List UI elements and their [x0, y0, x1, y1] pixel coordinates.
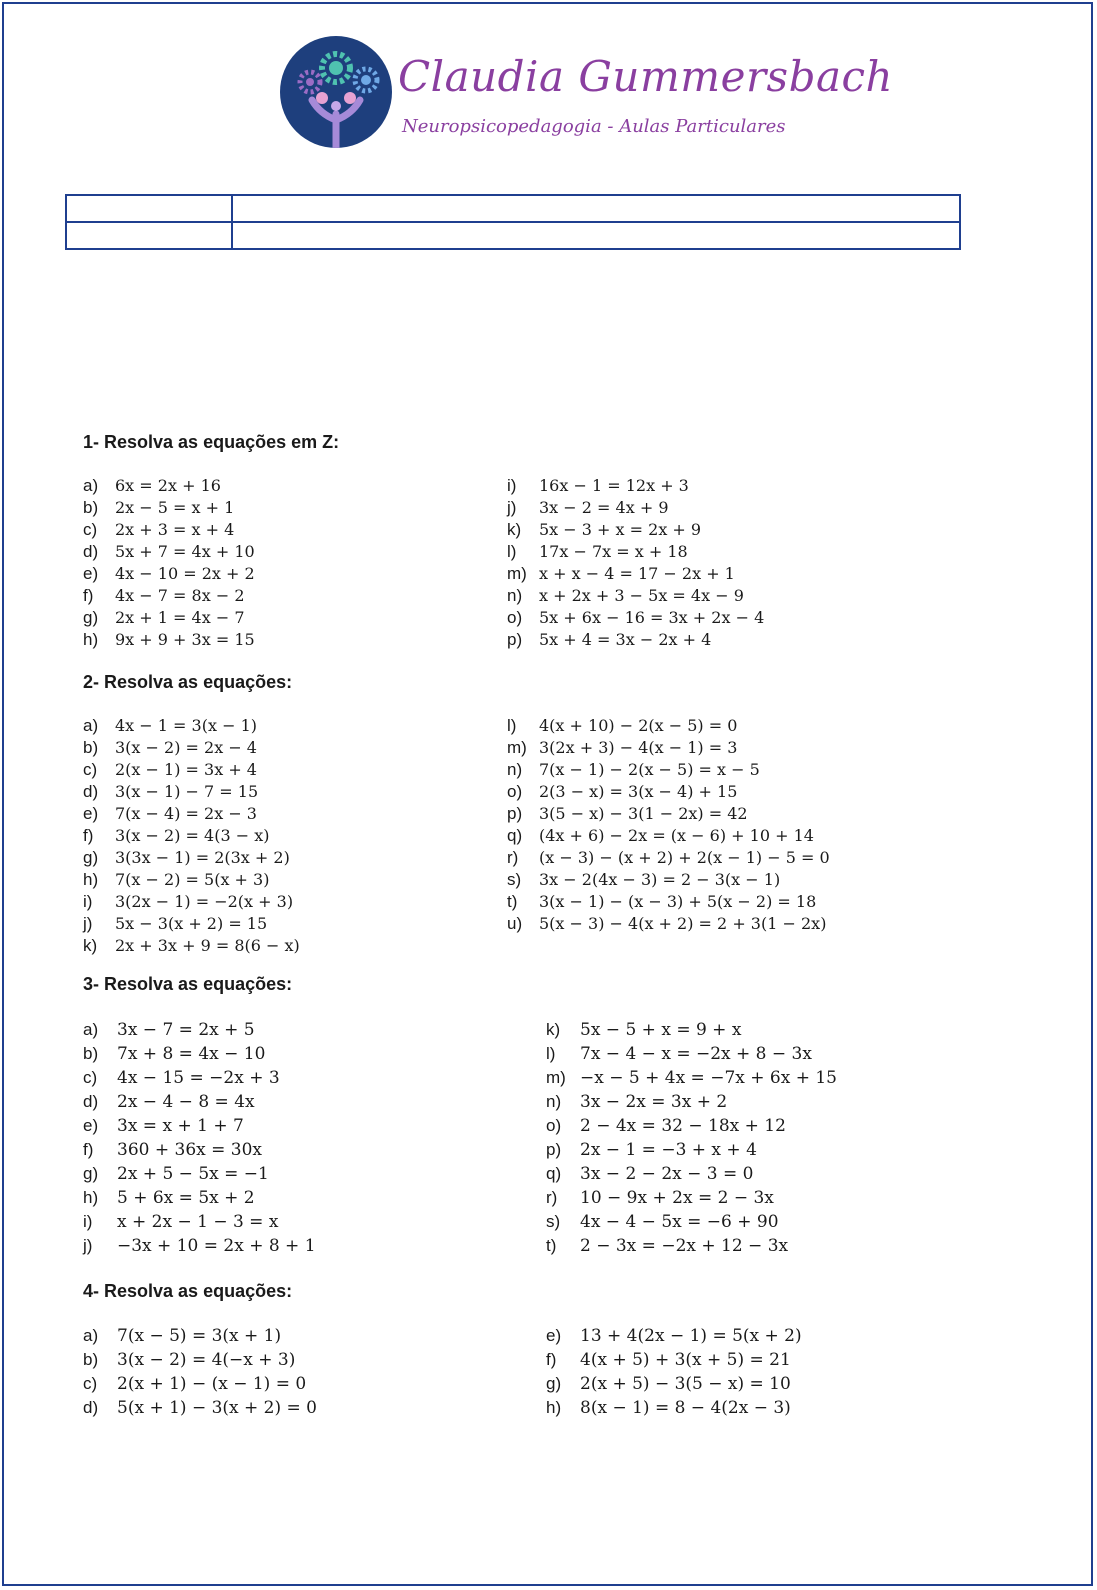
exercise-letter: d) — [83, 1398, 99, 1417]
logo — [280, 36, 894, 166]
exercise-letter: s) — [507, 870, 522, 889]
exercise-equation: 2(x + 5) − 3(5 − x) = 10 — [580, 1374, 791, 1394]
exercise-letter: t) — [546, 1236, 557, 1255]
exercise-item — [546, 1212, 837, 1236]
exercise-equation: 9x + 9 + 3x = 15 — [115, 630, 255, 649]
section-1-left-column — [83, 476, 255, 652]
exercise-item — [83, 608, 255, 630]
exercise-letter: c) — [83, 1374, 98, 1393]
exercise-equation: 3x = x + 1 + 7 — [117, 1116, 244, 1136]
exercise-letter: p) — [507, 804, 523, 823]
exercise-letter: l) — [507, 542, 517, 561]
exercise-item — [507, 520, 764, 542]
exercise-item — [83, 1140, 316, 1164]
exercise-equation: 5x + 6x − 16 = 3x + 2x − 4 — [539, 608, 765, 627]
section-3-right-column — [546, 1020, 837, 1260]
exercise-item — [507, 848, 830, 870]
exercise-item — [546, 1188, 837, 1212]
logo-name: Claudia Gummersbach — [398, 52, 894, 101]
exercise-letter: m) — [546, 1068, 566, 1087]
section-3-left-column — [83, 1020, 316, 1260]
exercise-letter: a) — [83, 1326, 99, 1345]
exercise-letter: i) — [83, 1212, 93, 1231]
exercise-letter: r) — [507, 848, 519, 867]
exercise-letter: f) — [83, 586, 94, 605]
exercise-equation: 13 + 4(2x − 1) = 5(x + 2) — [580, 1326, 802, 1346]
section-title: 4- Resolva as equações: — [83, 1281, 293, 1301]
exercise-equation: 7(x − 4) = 2x − 3 — [115, 804, 257, 823]
exercise-equation: 5(x + 1) − 3(x + 2) = 0 — [117, 1398, 317, 1418]
exercise-letter: g) — [546, 1374, 562, 1393]
exercise-item — [507, 564, 764, 586]
exercise-item — [83, 1116, 316, 1140]
exercise-item — [83, 738, 300, 760]
exercise-equation: 3(2x − 1) = −2(x + 3) — [115, 892, 294, 911]
exercise-equation: x + x − 4 = 17 − 2x + 1 — [539, 564, 735, 583]
exercise-equation: 16x − 1 = 12x + 3 — [539, 476, 689, 495]
exercise-equation: 2x − 1 = −3 + x + 4 — [580, 1140, 757, 1160]
exercise-letter: p) — [507, 630, 523, 649]
exercise-equation: 2x + 3 = x + 4 — [115, 520, 235, 539]
tree-gears-icon — [280, 36, 392, 148]
exercise-item — [507, 608, 764, 630]
exercise-letter: h) — [83, 870, 99, 889]
exercise-item — [507, 914, 830, 936]
exercise-letter: b) — [83, 738, 99, 757]
exercise-letter: j) — [83, 1236, 93, 1255]
exercise-letter: n) — [507, 760, 523, 779]
exercise-item — [507, 498, 764, 520]
exercise-letter: g) — [83, 848, 99, 867]
exercise-letter: g) — [83, 608, 99, 627]
exercise-letter: j) — [507, 498, 517, 517]
exercise-item — [546, 1164, 837, 1188]
exercise-equation: 4x − 10 = 2x + 2 — [115, 564, 255, 583]
exercise-equation: 17x − 7x = x + 18 — [539, 542, 688, 561]
exercise-item — [83, 936, 300, 958]
exercise-letter: h) — [546, 1398, 562, 1417]
exercise-item — [507, 630, 764, 652]
exercise-equation: 2x − 5 = x + 1 — [115, 498, 235, 517]
exercise-item — [83, 1188, 316, 1212]
exercise-item — [507, 892, 830, 914]
exercise-equation: x + 2x − 1 − 3 = x — [117, 1212, 279, 1232]
exercise-item — [83, 520, 255, 542]
exercise-letter: p) — [546, 1140, 562, 1159]
exercise-item — [507, 760, 830, 782]
exercise-letter: o) — [507, 608, 523, 627]
exercise-equation: 7x − 4 − x = −2x + 8 − 3x — [580, 1044, 812, 1064]
exercise-letter: m) — [507, 738, 527, 757]
exercise-letter: a) — [83, 716, 99, 735]
exercise-item — [83, 1092, 316, 1116]
exercise-item — [83, 914, 300, 936]
exercise-letter: c) — [83, 760, 98, 779]
exercise-equation: 8(x − 1) = 8 − 4(2x − 3) — [580, 1398, 791, 1418]
exercise-letter: q) — [546, 1164, 562, 1183]
exercise-equation: 2x + 1 = 4x − 7 — [115, 608, 245, 627]
exercise-equation: 2(3 − x) = 3(x − 4) + 15 — [539, 782, 738, 801]
exercise-equation: 3(x − 1) − 7 = 15 — [115, 782, 259, 801]
section-title: 1- Resolva as equações em Z: — [83, 432, 340, 452]
exercise-equation: −3x + 10 = 2x + 8 + 1 — [117, 1236, 316, 1256]
exercise-item — [83, 848, 300, 870]
exercise-letter: d) — [83, 1092, 99, 1111]
exercise-equation: 4(x + 10) − 2(x − 5) = 0 — [539, 716, 738, 735]
info-label-cell — [66, 222, 232, 249]
section-2-left-column — [83, 716, 300, 958]
exercise-letter: o) — [507, 782, 523, 801]
exercise-equation: 2(x − 1) = 3x + 4 — [115, 760, 257, 779]
exercise-letter: f) — [83, 826, 94, 845]
exercise-equation: 6x = 2x + 16 — [115, 476, 221, 495]
exercise-item — [83, 564, 255, 586]
exercise-equation: 7x + 8 = 4x − 10 — [117, 1044, 266, 1064]
exercise-item — [83, 892, 300, 914]
logo-subtitle: Neuropsicopedagogia - Aulas Particulares — [402, 116, 786, 137]
exercise-item — [83, 870, 300, 892]
exercise-equation: 5(x − 3) − 4(x + 2) = 2 + 3(1 − 2x) — [539, 914, 827, 933]
exercise-item — [507, 804, 830, 826]
exercise-item — [83, 1164, 316, 1188]
exercise-equation: 5 + 6x = 5x + 2 — [117, 1188, 255, 1208]
exercise-equation: −x − 5 + 4x = −7x + 6x + 15 — [580, 1068, 837, 1088]
exercise-equation: 7(x − 5) = 3(x + 1) — [117, 1326, 282, 1346]
section-title: 2- Resolva as equações: — [83, 672, 293, 692]
exercise-letter: b) — [83, 498, 99, 517]
exercise-item — [507, 542, 764, 564]
exercise-equation: 4x − 15 = −2x + 3 — [117, 1068, 280, 1088]
exercise-letter: t) — [507, 892, 518, 911]
exercise-equation: 3(3x − 1) = 2(3x + 2) — [115, 848, 290, 867]
exercise-letter: b) — [83, 1350, 99, 1369]
info-value-cell[interactable] — [232, 195, 960, 222]
exercise-item — [507, 826, 830, 848]
exercise-letter: l) — [507, 716, 517, 735]
exercise-item — [83, 542, 255, 564]
exercise-item — [83, 1020, 316, 1044]
exercise-letter: c) — [83, 520, 98, 539]
exercise-item — [546, 1020, 837, 1044]
exercise-item — [83, 804, 300, 826]
exercise-item — [83, 498, 255, 520]
student-info-table — [65, 194, 961, 250]
exercise-letter: n) — [507, 586, 523, 605]
exercise-equation: 2x + 3x + 9 = 8(6 − x) — [115, 936, 300, 955]
exercise-equation: 4x − 1 = 3(x − 1) — [115, 716, 257, 735]
exercise-item — [83, 1374, 317, 1398]
exercise-item — [83, 826, 300, 848]
exercise-letter: i) — [507, 476, 517, 495]
exercise-item — [83, 1398, 317, 1422]
exercise-equation: 3x − 2 − 2x − 3 = 0 — [580, 1164, 754, 1184]
section-2-right-column — [507, 716, 830, 936]
exercise-equation: (x − 3) − (x + 2) + 2(x − 1) − 5 = 0 — [539, 848, 830, 867]
exercise-item — [507, 586, 764, 608]
exercise-equation: 3(x − 1) − (x − 3) + 5(x − 2) = 18 — [539, 892, 817, 911]
exercise-item — [546, 1116, 837, 1140]
exercise-item — [83, 630, 255, 652]
exercise-item — [83, 1212, 316, 1236]
exercise-letter: r) — [546, 1188, 558, 1207]
exercise-equation: 2 − 3x = −2x + 12 − 3x — [580, 1236, 789, 1256]
exercise-letter: h) — [83, 630, 99, 649]
exercise-item — [83, 760, 300, 782]
exercise-letter: l) — [546, 1044, 556, 1063]
exercise-equation: 2 − 4x = 32 − 18x + 12 — [580, 1116, 786, 1136]
exercise-letter: o) — [546, 1116, 562, 1135]
exercise-item — [83, 586, 255, 608]
exercise-letter: e) — [83, 564, 99, 583]
exercise-item — [546, 1350, 802, 1374]
exercise-equation: 3x − 2 = 4x + 9 — [539, 498, 669, 517]
exercise-equation: 3(2x + 3) − 4(x − 1) = 3 — [539, 738, 738, 757]
exercise-equation: 10 − 9x + 2x = 2 − 3x — [580, 1188, 774, 1208]
exercise-item — [507, 716, 830, 738]
exercise-item — [546, 1068, 837, 1092]
section-4-left-column — [83, 1326, 317, 1422]
exercise-letter: g) — [83, 1164, 99, 1183]
exercise-item — [546, 1398, 802, 1422]
exercise-letter: d) — [83, 782, 99, 801]
exercise-item — [83, 1068, 316, 1092]
exercise-letter: k) — [546, 1020, 561, 1039]
exercise-equation: 5x − 3(x + 2) = 15 — [115, 914, 268, 933]
exercise-item — [546, 1140, 837, 1164]
exercise-equation: 2(x + 1) − (x − 1) = 0 — [117, 1374, 307, 1394]
exercise-item — [546, 1092, 837, 1116]
exercise-item — [83, 1044, 316, 1068]
exercise-item — [507, 782, 830, 804]
exercise-letter: f) — [546, 1350, 557, 1369]
exercise-letter: q) — [507, 826, 523, 845]
exercise-item — [546, 1236, 837, 1260]
exercise-item — [83, 782, 300, 804]
exercise-equation: 7(x − 1) − 2(x − 5) = x − 5 — [539, 760, 760, 779]
exercise-equation: 2x + 5 − 5x = −1 — [117, 1164, 269, 1184]
exercise-letter: i) — [83, 892, 93, 911]
exercise-letter: e) — [546, 1326, 562, 1345]
logo-emblem — [280, 36, 392, 148]
exercise-item — [83, 476, 255, 498]
info-label-cell — [66, 195, 232, 222]
exercise-equation: 4(x + 5) + 3(x + 5) = 21 — [580, 1350, 791, 1370]
exercise-equation: 3(5 − x) − 3(1 − 2x) = 42 — [539, 804, 748, 823]
exercise-equation: 3x − 2x = 3x + 2 — [580, 1092, 728, 1112]
exercise-equation: 2x − 4 − 8 = 4x — [117, 1092, 255, 1112]
exercise-letter: e) — [83, 804, 99, 823]
exercise-item — [83, 1236, 316, 1260]
exercise-letter: f) — [83, 1140, 94, 1159]
exercise-letter: n) — [546, 1092, 562, 1111]
exercise-equation: 3x − 2(4x − 3) = 2 − 3(x − 1) — [539, 870, 781, 889]
exercise-equation: 360 + 36x = 30x — [117, 1140, 262, 1160]
exercise-letter: j) — [83, 914, 93, 933]
exercise-letter: k) — [83, 936, 98, 955]
exercise-item — [546, 1044, 837, 1068]
exercise-item — [507, 870, 830, 892]
exercise-letter: b) — [83, 1044, 99, 1063]
exercise-equation: x + 2x + 3 − 5x = 4x − 9 — [539, 586, 744, 605]
exercise-letter: s) — [546, 1212, 561, 1231]
info-value-cell[interactable] — [232, 222, 960, 249]
section-4-right-column — [546, 1326, 802, 1422]
exercise-letter: c) — [83, 1068, 98, 1087]
exercise-equation: (4x + 6) − 2x = (x − 6) + 10 + 14 — [539, 826, 814, 845]
exercise-equation: 4x − 4 − 5x = −6 + 90 — [580, 1212, 779, 1232]
exercise-equation: 7(x − 2) = 5(x + 3) — [115, 870, 270, 889]
exercise-item — [546, 1326, 802, 1350]
exercise-item — [507, 738, 830, 760]
exercise-item — [83, 1350, 317, 1374]
exercise-equation: 3(x − 2) = 4(−x + 3) — [117, 1350, 296, 1370]
exercise-item — [83, 716, 300, 738]
exercise-equation: 5x − 3 + x = 2x + 9 — [539, 520, 702, 539]
exercise-equation: 4x − 7 = 8x − 2 — [115, 586, 245, 605]
exercise-letter: a) — [83, 1020, 99, 1039]
exercise-item — [507, 476, 764, 498]
info-row — [66, 195, 960, 222]
exercise-letter: k) — [507, 520, 522, 539]
exercise-item — [546, 1374, 802, 1398]
exercise-letter: h) — [83, 1188, 99, 1207]
exercise-letter: a) — [83, 476, 99, 495]
exercise-equation: 3(x − 2) = 2x − 4 — [115, 738, 257, 757]
exercise-letter: e) — [83, 1116, 99, 1135]
info-row — [66, 222, 960, 249]
exercise-equation: 5x − 5 + x = 9 + x — [580, 1020, 742, 1040]
exercise-equation: 3(x − 2) = 4(3 − x) — [115, 826, 270, 845]
exercise-equation: 5x + 4 = 3x − 2x + 4 — [539, 630, 712, 649]
exercise-letter: u) — [507, 914, 523, 933]
exercise-letter: d) — [83, 542, 99, 561]
section-1-right-column — [507, 476, 764, 652]
exercise-item — [83, 1326, 317, 1350]
exercise-equation: 5x + 7 = 4x + 10 — [115, 542, 255, 561]
exercise-equation: 3x − 7 = 2x + 5 — [117, 1020, 255, 1040]
section-title: 3- Resolva as equações: — [83, 974, 293, 994]
exercise-letter: m) — [507, 564, 527, 583]
